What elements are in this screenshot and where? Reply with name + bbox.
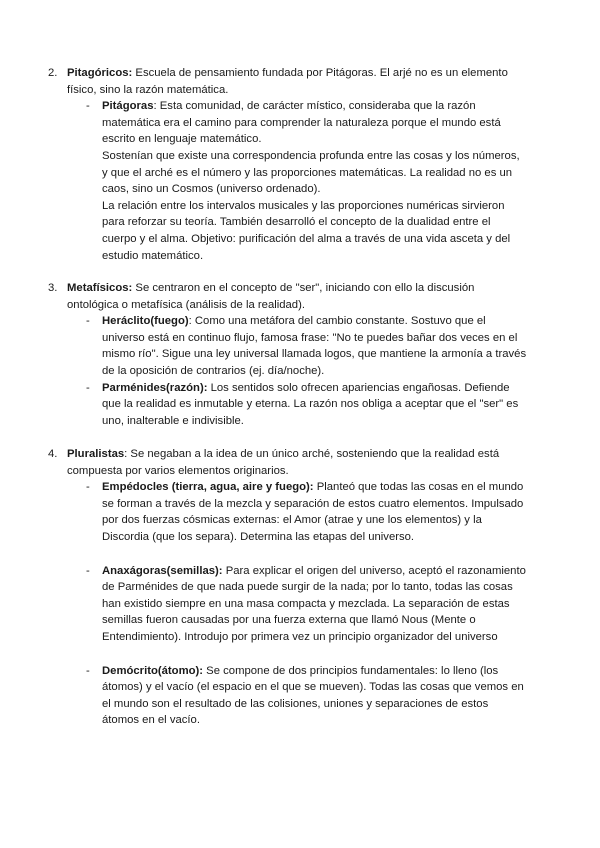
item-text: Planteó que todas las cosas en el mundo se forman a través de la mezcla y separación de estos cuatro elementos. Impulsado por dos fuerzas cósmicas externas: el Amor (atrae y une los elementos) y la Discordia (que los separa). Determina las etapas del universo.	[102, 481, 524, 543]
section-heading	[48, 280, 528, 313]
spacer	[48, 646, 528, 663]
dash-bullet: -	[86, 381, 90, 394]
section-pitagoricos	[48, 65, 528, 264]
item-title: Heráclito(fuego)	[102, 315, 189, 328]
dash-bullet: -	[86, 100, 90, 113]
list-item-pitagoras	[48, 98, 528, 264]
section-title: Pluralistas	[67, 448, 125, 460]
section-pluralistas	[48, 446, 528, 729]
dash-bullet: -	[86, 481, 90, 494]
section-intro: Escuela de pensamiento fundada por Pitágoras. El arjé no es un elemento físico, sino la razón matemática.	[67, 67, 508, 96]
item-text: Se compone de dos principios fundamentales: lo lleno (los átomos) y el vacío (el espacio en el que se mueven). Todas las cosas que vemos en el mundo son el resultado de las colisiones, uniones y separaciones de estos átomos en el vacío.	[102, 664, 524, 727]
item-paragraph: Sostenían que existe una correspondencia profunda entre las cosas y los números, y que el arché es el número y las proporciones matemáticas. La realidad no es un caos, sino un Cosmos (universo ordenado).	[102, 149, 520, 196]
item-text: : Esta comunidad, de carácter místico, consideraba que la razón matemática era el camino para comprender la naturaleza porque el mundo está escrito en lenguaje matemático.	[102, 100, 501, 146]
section-title: Metafísicos:	[67, 282, 133, 294]
section-heading	[48, 446, 528, 479]
list-item-parmenides	[48, 380, 528, 430]
item-title: Anaxágoras(semillas):	[102, 564, 223, 577]
spacer	[48, 546, 528, 563]
section-number: 3.	[48, 282, 58, 294]
item-text: Para explicar el origen del universo, aceptó el razonamiento de Parménides de que nada puede surgir de la nada; por lo tanto, todas las cosas han existido siempre en una masa compacta y mezclada. La separación de estas semillas fueron causadas por una fuerza externa que llamó Nous (Mente o Entendimiento). Introdujo por primera vez un principio organizador del universo	[102, 564, 526, 643]
section-heading	[48, 65, 528, 98]
section-number: 2.	[48, 67, 58, 79]
item-paragraph: La relación entre los intervalos musicales y las proporciones numéricas sirvieron para reforzar su teoría. También desarrolló el concepto de la dualidad entre el cuerpo y el alma. Objetivo: purificación del alma a través de una vida asceta y del estudio matemático.	[102, 199, 511, 262]
list-item-heraclito	[48, 313, 528, 379]
item-text: Los sentidos solo ofrecen apariencias engañosas. Defiende que la realidad es inmutable y eterna. La razón nos obliga a aceptar que el "ser" es uno, inalterable e indivisible.	[102, 381, 519, 427]
item-title: Demócrito(átomo):	[102, 664, 204, 677]
section-number: 4.	[48, 448, 58, 460]
list-item-democrito	[48, 663, 528, 729]
section-intro: : Se negaban a la idea de un único arché, sosteniendo que la realidad está compuesta por varios elementos originarios.	[67, 448, 500, 477]
section-metafisicos	[48, 280, 528, 429]
dash-bullet: -	[86, 315, 90, 328]
item-text: : Como una metáfora del cambio constante. Sostuvo que el universo está en continuo flujo, famosa frase: "No te puedes bañar dos veces en el mismo río". Sigue una ley universal llamada logos, que mantiene la armonía a través de la oposición de contrarios (ej. día/noche).	[102, 315, 527, 377]
list-item-empedocles	[48, 479, 528, 545]
item-title: Empédocles (tierra, agua, aire y fuego):	[102, 481, 314, 494]
dash-bullet: -	[86, 664, 90, 677]
list-item-anaxagoras	[48, 563, 528, 646]
section-intro: Se centraron en el concepto de "ser", iniciando con ello la discusión ontológica o metafísica (análisis de la realidad).	[67, 282, 475, 311]
section-title: Pitagóricos:	[67, 67, 133, 79]
dash-bullet: -	[86, 564, 90, 577]
item-title: Parménides(razón):	[102, 381, 208, 394]
item-title: Pitágoras	[102, 100, 154, 113]
